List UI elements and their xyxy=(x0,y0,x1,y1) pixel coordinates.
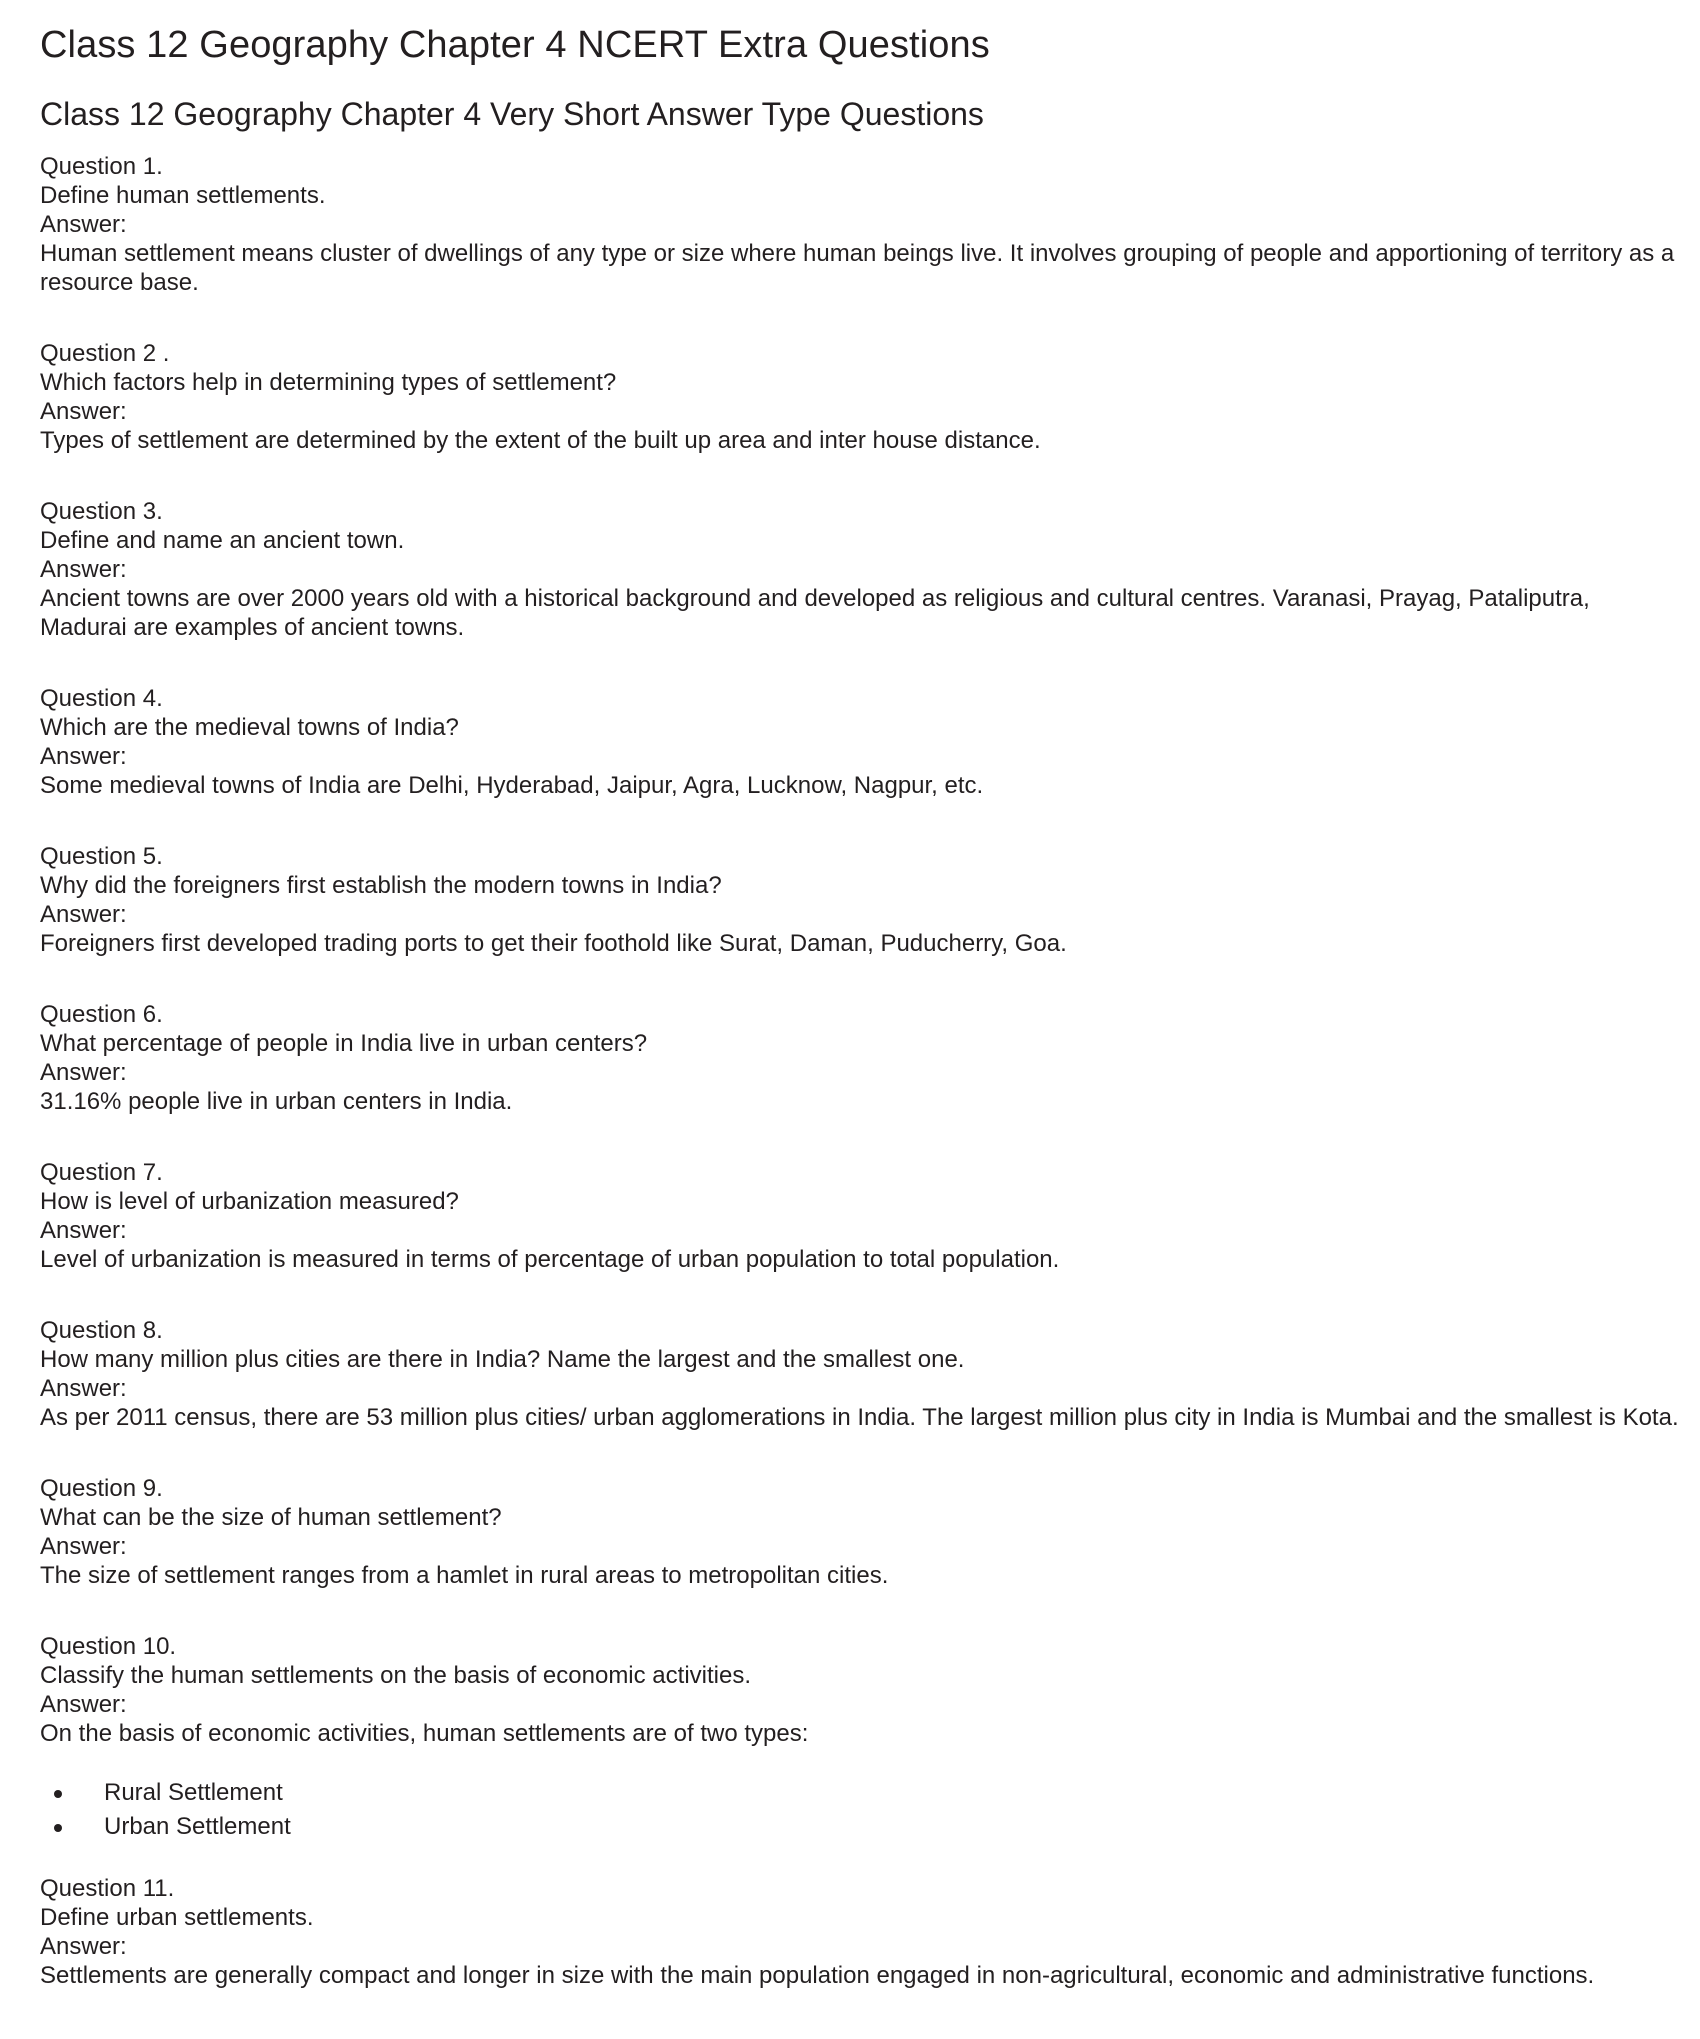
answer-label: Answer: xyxy=(40,211,127,238)
question-text: What can be the size of human settlement? xyxy=(40,1504,502,1531)
question-label: Question 10. xyxy=(40,1633,177,1660)
question-text: Classify the human settlements on the basis of economic activities. xyxy=(40,1662,751,1689)
answer-text: Types of settlement are determined by the extent of the built up area and inter house distance. xyxy=(40,427,1041,454)
question-label: Question 9. xyxy=(40,1475,163,1502)
answer-text: The size of settlement ranges from a hamlet in rural areas to metropolitan cities. xyxy=(40,1562,889,1589)
answer-label: Answer: xyxy=(40,1533,127,1560)
question-text: How many million plus cities are there in India? Name the largest and the smallest one. xyxy=(40,1346,965,1373)
question-block-9 xyxy=(40,1474,1680,1590)
question-label: Question 3. xyxy=(40,498,163,525)
question-label: Question 6. xyxy=(40,1001,163,1028)
question-label: Question 1. xyxy=(40,153,163,180)
answer-text: As per 2011 census, there are 53 million plus cities/ urban agglomerations in India. The largest million plus city in India is Mumbai and the smallest is Kota. xyxy=(40,1404,1679,1431)
bullet-item: Urban Settlement xyxy=(40,1810,1680,1844)
question-label: Question 4. xyxy=(40,685,163,712)
question-block-11 xyxy=(40,1874,1680,1990)
answer-label: Answer: xyxy=(40,743,127,770)
question-text: What percentage of people in India live in urban centers? xyxy=(40,1030,648,1057)
answer-text: On the basis of economic activities, human settlements are of two types: xyxy=(40,1720,809,1747)
question-block-8 xyxy=(40,1316,1680,1432)
question-block-10 xyxy=(40,1632,1680,1844)
question-block-7 xyxy=(40,1158,1680,1274)
question-label: Question 2 . xyxy=(40,340,170,367)
document-page xyxy=(40,0,1680,2032)
question-text: How is level of urbanization measured? xyxy=(40,1188,459,1215)
bullet-item: Rural Settlement xyxy=(40,1776,1680,1810)
question-block-4 xyxy=(40,684,1680,800)
answer-text: Foreigners first developed trading ports to get their foothold like Surat, Daman, Puducherry, Goa. xyxy=(40,930,1067,957)
bullet-list xyxy=(40,1776,1680,1844)
page-title: Class 12 Geography Chapter 4 NCERT Extra Questions xyxy=(40,24,990,66)
answer-label: Answer: xyxy=(40,556,127,583)
question-text: Which are the medieval towns of India? xyxy=(40,714,459,741)
question-text: Why did the foreigners first establish the modern towns in India? xyxy=(40,872,722,899)
answer-text: 31.16% people live in urban centers in India. xyxy=(40,1088,513,1115)
question-block-3 xyxy=(40,497,1680,642)
question-list xyxy=(40,152,1680,1990)
question-label: Question 8. xyxy=(40,1317,163,1344)
answer-text: Some medieval towns of India are Delhi, Hyderabad, Jaipur, Agra, Lucknow, Nagpur, etc. xyxy=(40,772,984,799)
question-label: Question 7. xyxy=(40,1159,163,1186)
answer-label: Answer: xyxy=(40,1375,127,1402)
question-block-2 xyxy=(40,339,1680,455)
answer-label: Answer: xyxy=(40,398,127,425)
section-heading: Class 12 Geography Chapter 4 Very Short Answer Type Questions xyxy=(40,96,984,132)
question-text: Define and name an ancient town. xyxy=(40,527,405,554)
question-block-1 xyxy=(40,152,1680,297)
answer-label: Answer: xyxy=(40,1059,127,1086)
question-label: Question 11. xyxy=(40,1875,175,1902)
question-block-5 xyxy=(40,842,1680,958)
answer-label: Answer: xyxy=(40,1933,127,1960)
question-label: Question 5. xyxy=(40,843,163,870)
answer-text: Settlements are generally compact and longer in size with the main population engaged in non-agricultural, economic and administrative functions. xyxy=(40,1962,1595,1989)
question-text: Define human settlements. xyxy=(40,182,326,209)
answer-label: Answer: xyxy=(40,901,127,928)
answer-text: Human settlement means cluster of dwellings of any type or size where human beings live. It involves grouping of people and apportioning of territory as a resource base. xyxy=(40,240,1675,296)
answer-label: Answer: xyxy=(40,1691,127,1718)
answer-label: Answer: xyxy=(40,1217,127,1244)
question-block-6 xyxy=(40,1000,1680,1116)
answer-text: Ancient towns are over 2000 years old with a historical background and developed as religious and cultural centres. Varanasi, Prayag, Pataliputra, Madurai are examples of ancient towns. xyxy=(40,585,1590,641)
question-text: Which factors help in determining types of settlement? xyxy=(40,369,617,396)
question-text: Define urban settlements. xyxy=(40,1904,314,1931)
answer-text: Level of urbanization is measured in terms of percentage of urban population to total population. xyxy=(40,1246,1060,1273)
